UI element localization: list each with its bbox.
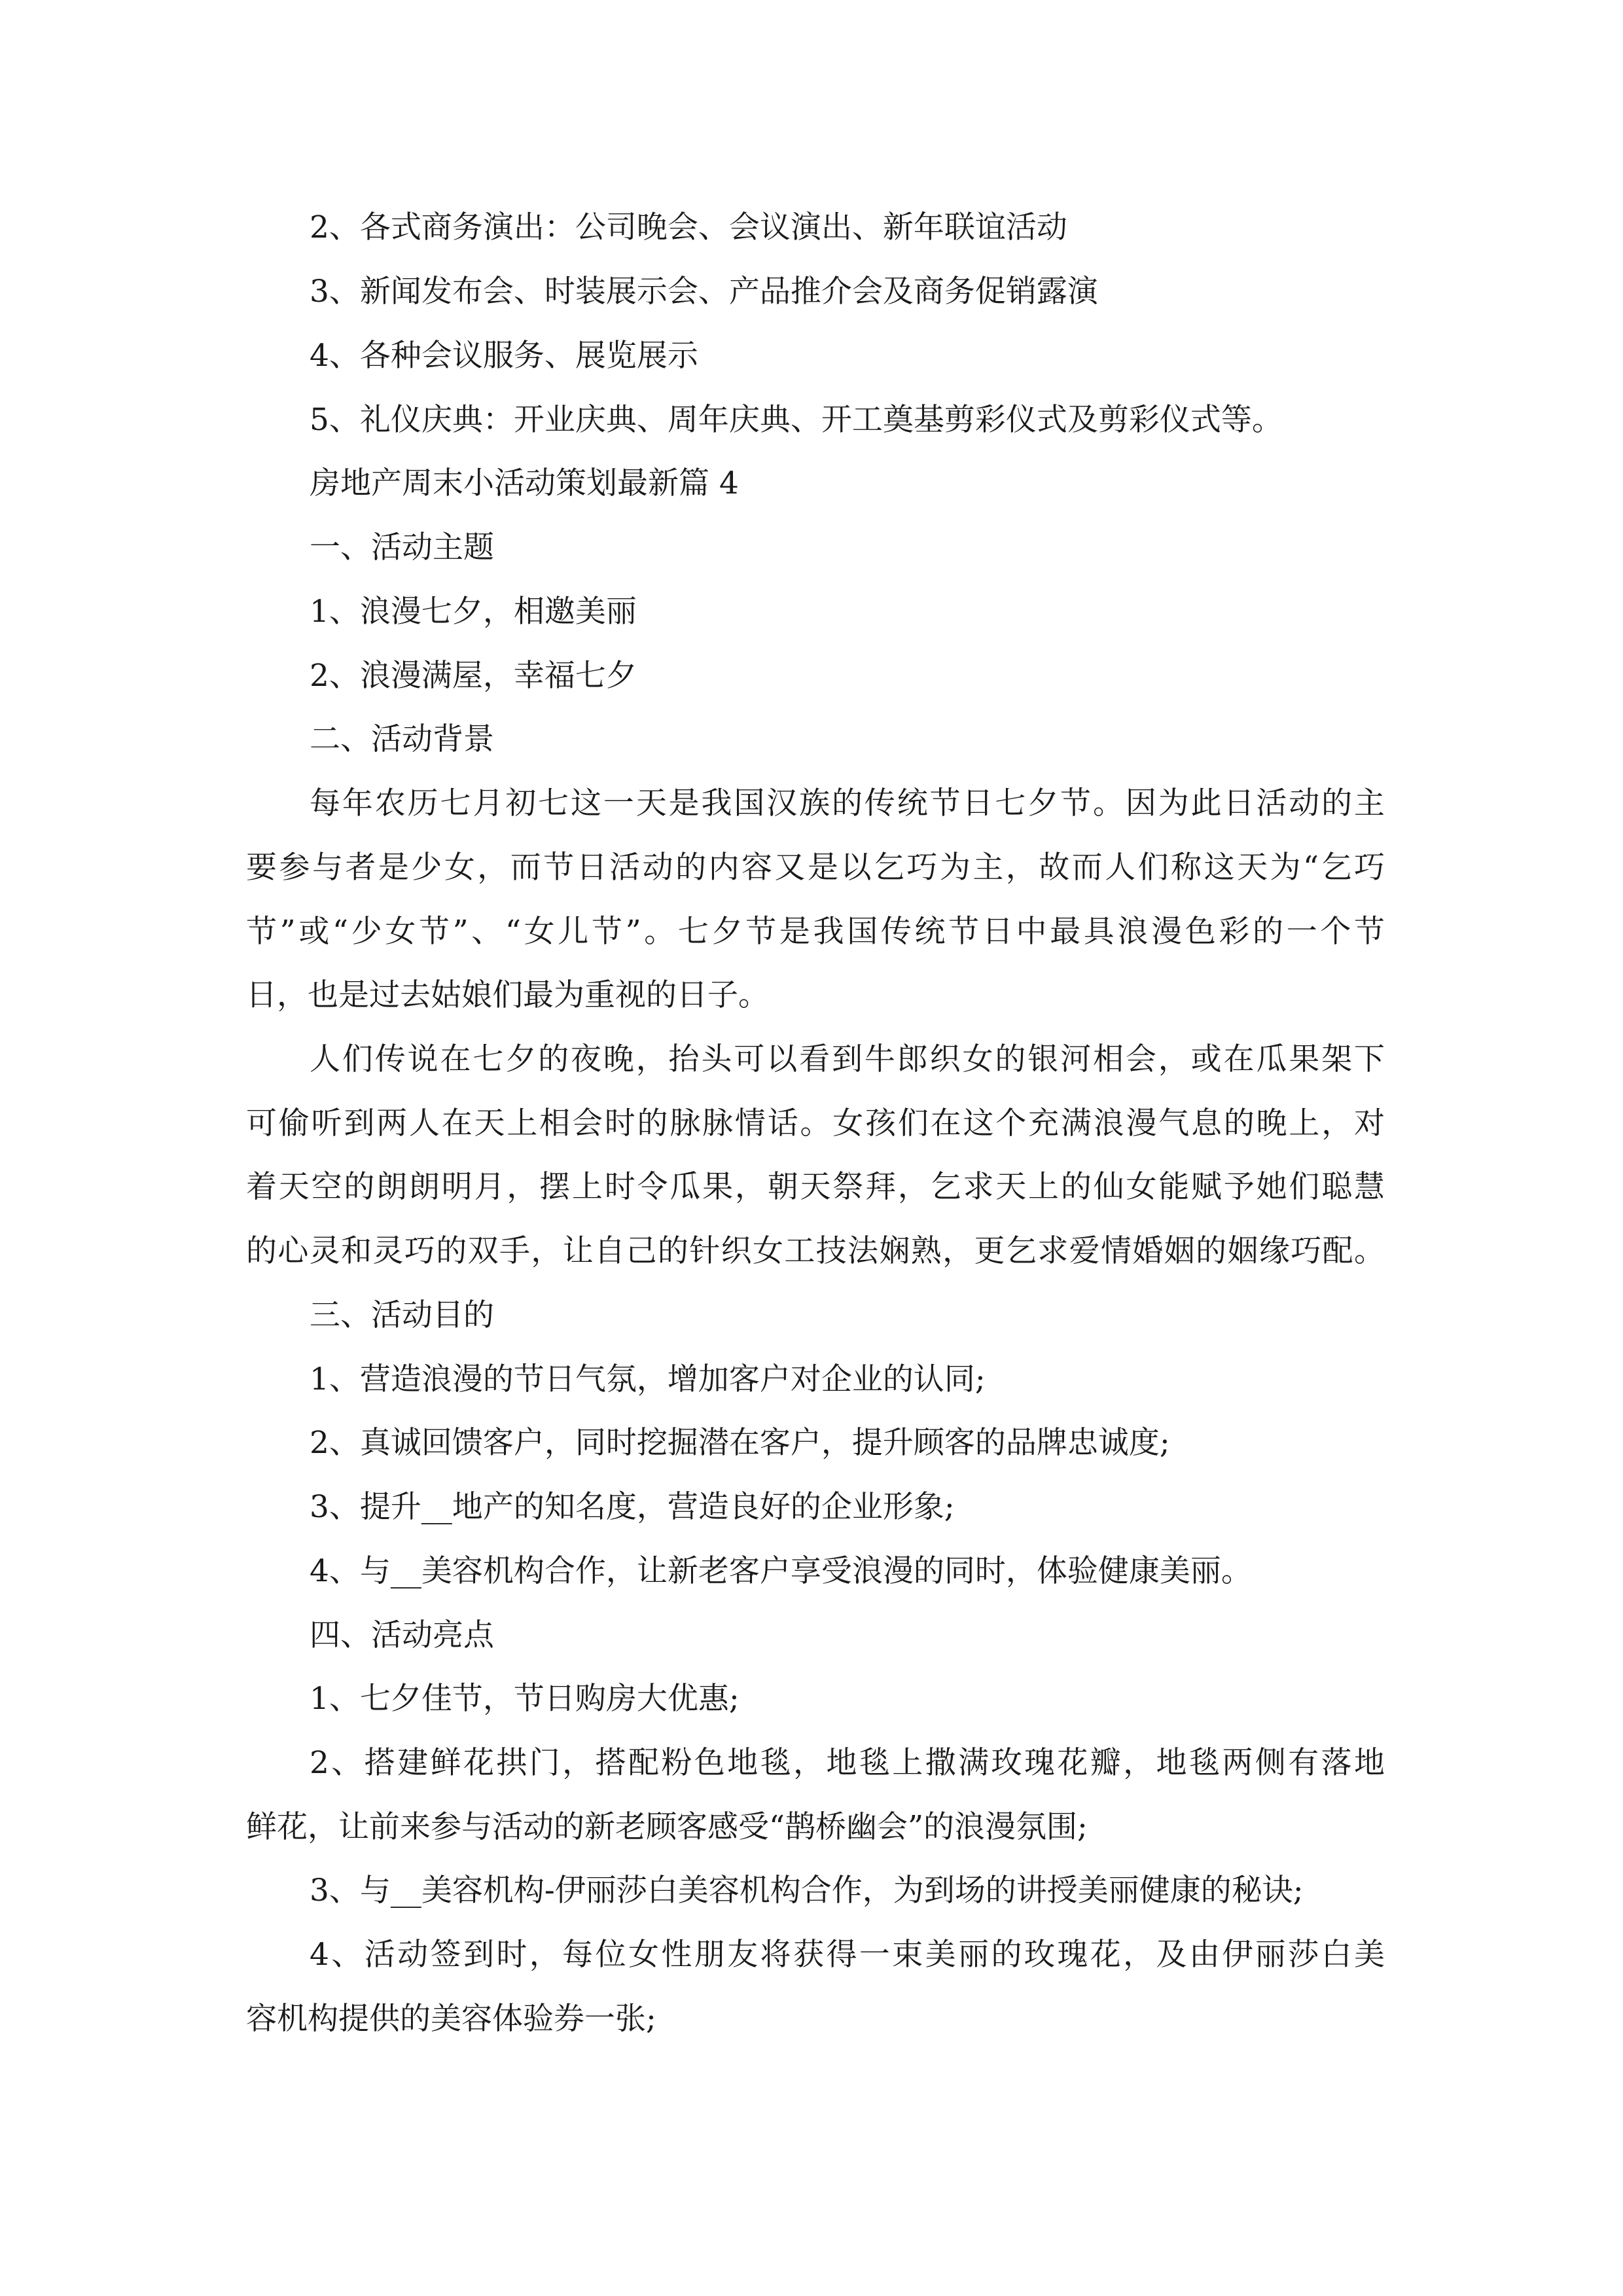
heading-background: 二、活动背景 [310,721,494,757]
heading-highlights: 四、活动亮点 [310,1617,494,1653]
list-item-purpose-3: 3、提升__地产的知名度，营造良好的企业形象; [310,1489,955,1525]
list-item-highlight-4-cont: 容机构提供的美容体验券一张; [246,2001,656,2037]
paragraph-line: 日，也是过去姑娘们最为重视的日子。 [246,977,769,1013]
list-item-ceremonies: 5、礼仪庆典：开业庆典、周年庆典、开工奠基剪彩仪式及剪彩仪式等。 [310,402,1283,438]
paragraph-line: 要参与者是少女，而节日活动的内容又是以乞巧为主，故而人们称这天为“乞巧 [246,850,1385,886]
list-item-business-shows: 2、各式商务演出：公司晚会、会议演出、新年联谊活动 [310,209,1067,245]
paragraph-line: 人们传说在七夕的夜晚，抬头可以看到牛郎织女的银河相会，或在瓜果架下 [310,1041,1385,1077]
list-item-purpose-1: 1、营造浪漫的节日气氛，增加客户对企业的认同; [310,1361,986,1397]
list-item-theme-2: 2、浪漫满屋，幸福七夕 [310,658,637,694]
list-item-highlight-2: 2、搭建鲜花拱门，搭配粉色地毯，地毯上撒满玫瑰花瓣，地毯两侧有落地 [310,1745,1385,1781]
section-title: 房地产周末小活动策划最新篇 4 [310,465,739,501]
paragraph-line: 可偷听到两人在天上相会时的脉脉情话。女孩们在这个充满浪漫气息的晚上，对 [246,1105,1385,1141]
list-item-highlight-3: 3、与__美容机构-伊丽莎白美容机构合作，为到场的讲授美丽健康的秘诀; [310,1873,1304,1909]
list-item-press-events: 3、新闻发布会、时装展示会、产品推介会及商务促销露演 [310,274,1098,310]
heading-theme: 一、活动主题 [310,529,494,565]
paragraph-line: 着天空的朗朗明月，摆上时令瓜果，朝天祭拜，乞求天上的仙女能赋予她们聪慧 [246,1169,1385,1205]
list-item-purpose-4: 4、与__美容机构合作，让新老客户享受浪漫的同时，体验健康美丽。 [310,1553,1252,1589]
list-item-theme-1: 1、浪漫七夕，相邀美丽 [310,594,637,630]
list-item-conference-services: 4、各种会议服务、展览展示 [310,338,698,374]
heading-purpose: 三、活动目的 [310,1297,494,1333]
list-item-highlight-2-cont: 鲜花，让前来参与活动的新老顾客感受“鹊桥幽会”的浪漫氛围; [246,1809,1088,1845]
paragraph-line: 节”或“少女节”、“女儿节”。七夕节是我国传统节日中最具浪漫色彩的一个节 [246,914,1385,950]
list-item-purpose-2: 2、真诚回馈客户，同时挖掘潜在客户，提升顾客的品牌忠诚度; [310,1425,1170,1461]
list-item-highlight-1: 1、七夕佳节，节日购房大优惠; [310,1681,740,1717]
paragraph-line: 每年农历七月初七这一天是我国汉族的传统节日七夕节。因为此日活动的主 [310,785,1385,821]
list-item-highlight-4: 4、活动签到时，每位女性朋友将获得一束美丽的玫瑰花，及由伊丽莎白美 [310,1937,1385,1973]
paragraph-line: 的心灵和灵巧的双手，让自己的针织女工技法娴熟，更乞求爱情婚姻的姻缘巧配。 [246,1233,1385,1269]
